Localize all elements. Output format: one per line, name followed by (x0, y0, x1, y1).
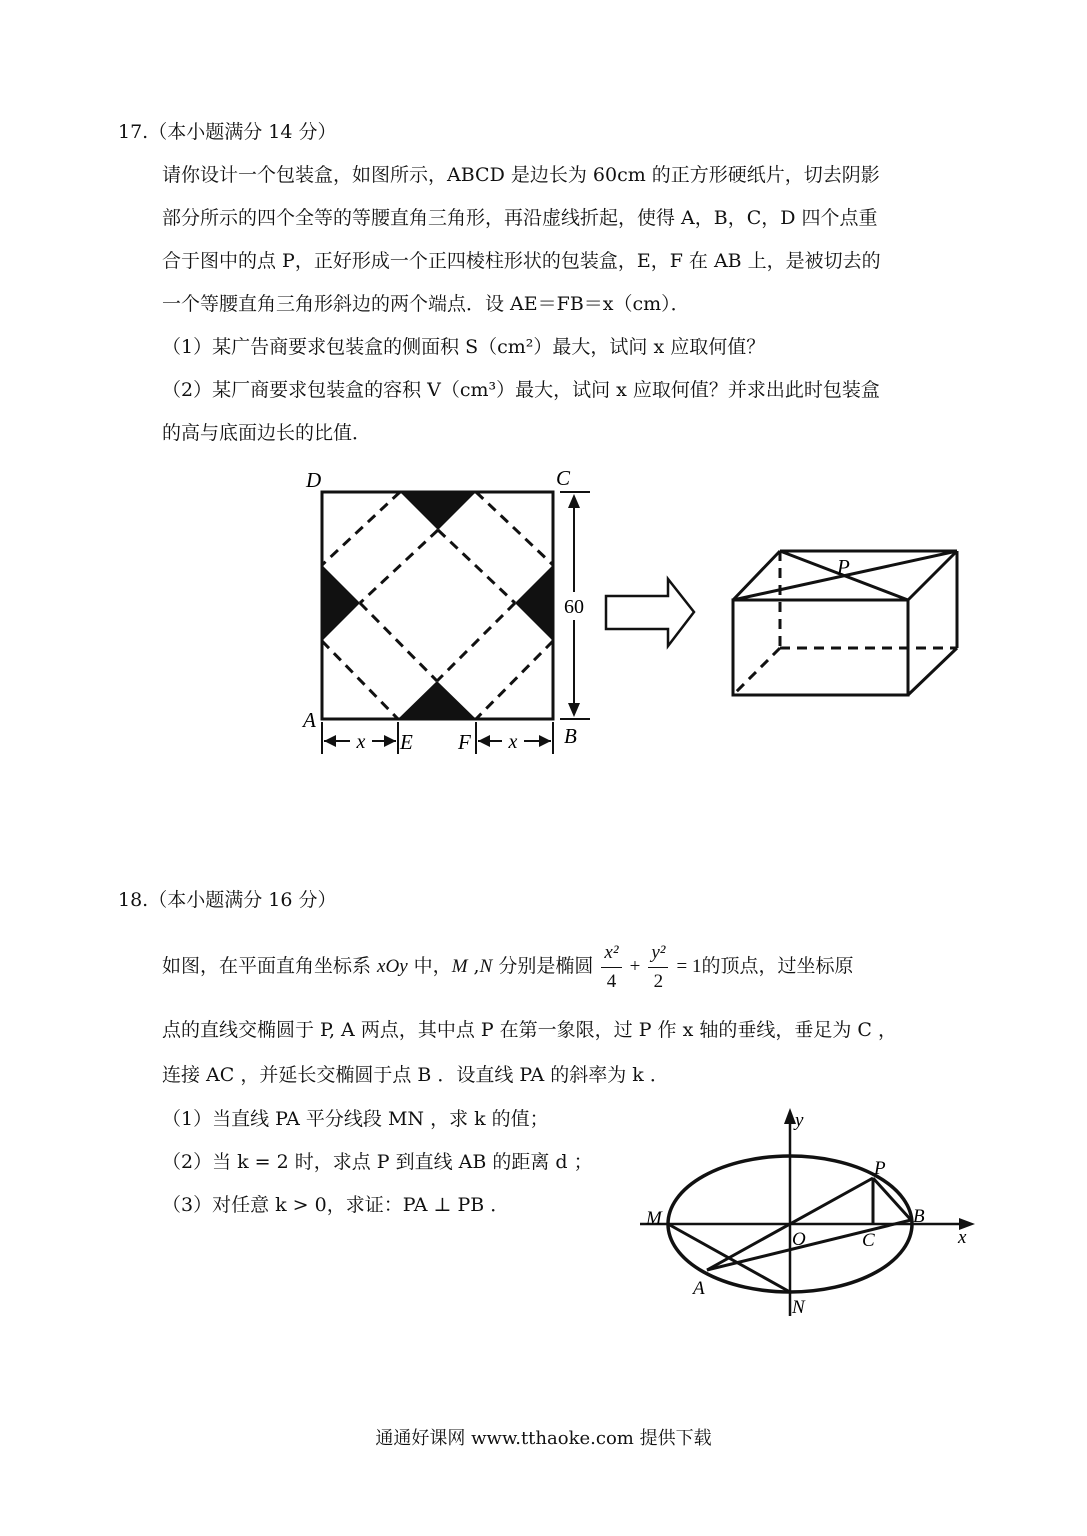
q18-line-2: 点的直线交椭圆于 P, A 两点，其中点 P 在第一象限，过 P 作 x 轴的垂线，垂足为 C ， (162, 1019, 897, 1041)
q17-box-figure (720, 540, 970, 710)
arrow-up-icon (568, 494, 580, 508)
q18-part-2: （2）当 k = 2 时，求点 P 到直线 AB 的距离 d ； (162, 1151, 593, 1173)
arrow-left-icon (478, 735, 490, 747)
shaded-triangle-right (515, 565, 553, 641)
label-P: P (874, 1158, 886, 1179)
label-A: A (693, 1278, 705, 1299)
label-x: x (958, 1227, 967, 1248)
footer-credit: 通通好课网 www.tthaoke.com 提供下载 (375, 1428, 712, 1449)
label-B: B (564, 724, 577, 748)
q17-part-2: （2）某厂商要求包装盒的容积 V（cm³）最大，试问 x 应取何值？并求出此时包装盒 (162, 379, 880, 401)
label-side: 60 (564, 596, 584, 618)
q17-line-3: 合于图中的点 P，正好形成一个正四棱柱形状的包装盒，E，F 在 AB 上，是被切去的 (162, 250, 881, 272)
label-A: A (303, 708, 316, 732)
q18-part-3: （3）对任意 k > 0，求证：PA ⊥ PB ． (162, 1194, 510, 1216)
label-B: B (913, 1206, 925, 1227)
arrow-right-icon (539, 735, 551, 747)
q17-part-1: （1）某广告商要求包装盒的侧面积 S（cm²）最大，试问 x 应取何值？ (162, 336, 766, 358)
label-P: P (837, 555, 850, 579)
label-C: C (862, 1230, 875, 1251)
q18-part-1: （1）当直线 PA 平分线段 MN ，求 k 的值； (162, 1108, 549, 1130)
shaded-triangle-left (322, 565, 360, 641)
shaded-triangle-top (400, 492, 476, 530)
label-N: N (792, 1297, 805, 1318)
label-C: C (556, 466, 571, 490)
label-x-left: x (356, 731, 366, 753)
label-M: M (646, 1208, 662, 1229)
hollow-arrow-icon (600, 572, 700, 652)
q17-header: 17.（本小题满分 14 分） (118, 121, 337, 143)
arrow-left-icon (324, 735, 336, 747)
q18-line-1: 如图，在平面直角坐标系 xOy 中，M ,N 分别是椭圆 $\frac{\text{x²}}{4}$ + $\frac{\text{y²}}{2}$ = 1的顶点，过坐标原 (162, 936, 854, 996)
arrow-right-icon (384, 735, 396, 747)
shaded-triangle-bottom (398, 681, 476, 719)
label-x-right: x (508, 731, 518, 753)
label-F: F (458, 730, 471, 754)
fraction-y2-over-2: $\frac{\text{y²}}{2}$ (648, 939, 668, 996)
q17-line-2: 部分所示的四个全等的等腰直角三角形，再沿虚线折起，使得 A，B，C，D 四个点重 (162, 207, 878, 229)
q17-part-2-cont: 的高与底面边长的比值． (162, 422, 372, 444)
arrow-down-icon (568, 703, 580, 717)
q17-square-figure (290, 462, 620, 762)
q17-line-4: 一个等腰直角三角形斜边的两个端点．设 AE＝FB＝x（cm）． (162, 293, 690, 315)
label-y: y (795, 1110, 804, 1131)
q17-line-1: 请你设计一个包装盒，如图所示，ABCD 是边长为 60cm 的正方形硬纸片，切去阴影 (162, 164, 880, 186)
q18-ellipse-figure (630, 1100, 990, 1330)
q18-line-3: 连接 AC ，并延长交椭圆于点 B ．设直线 PA 的斜率为 k ． (162, 1064, 669, 1086)
label-D: D (306, 468, 322, 492)
label-O: O (792, 1229, 806, 1250)
label-E: E (400, 730, 413, 754)
fraction-x2-over-4: $\frac{\text{x²}}{4}$ (601, 939, 621, 996)
q18-header: 18.（本小题满分 16 分） (118, 889, 337, 911)
